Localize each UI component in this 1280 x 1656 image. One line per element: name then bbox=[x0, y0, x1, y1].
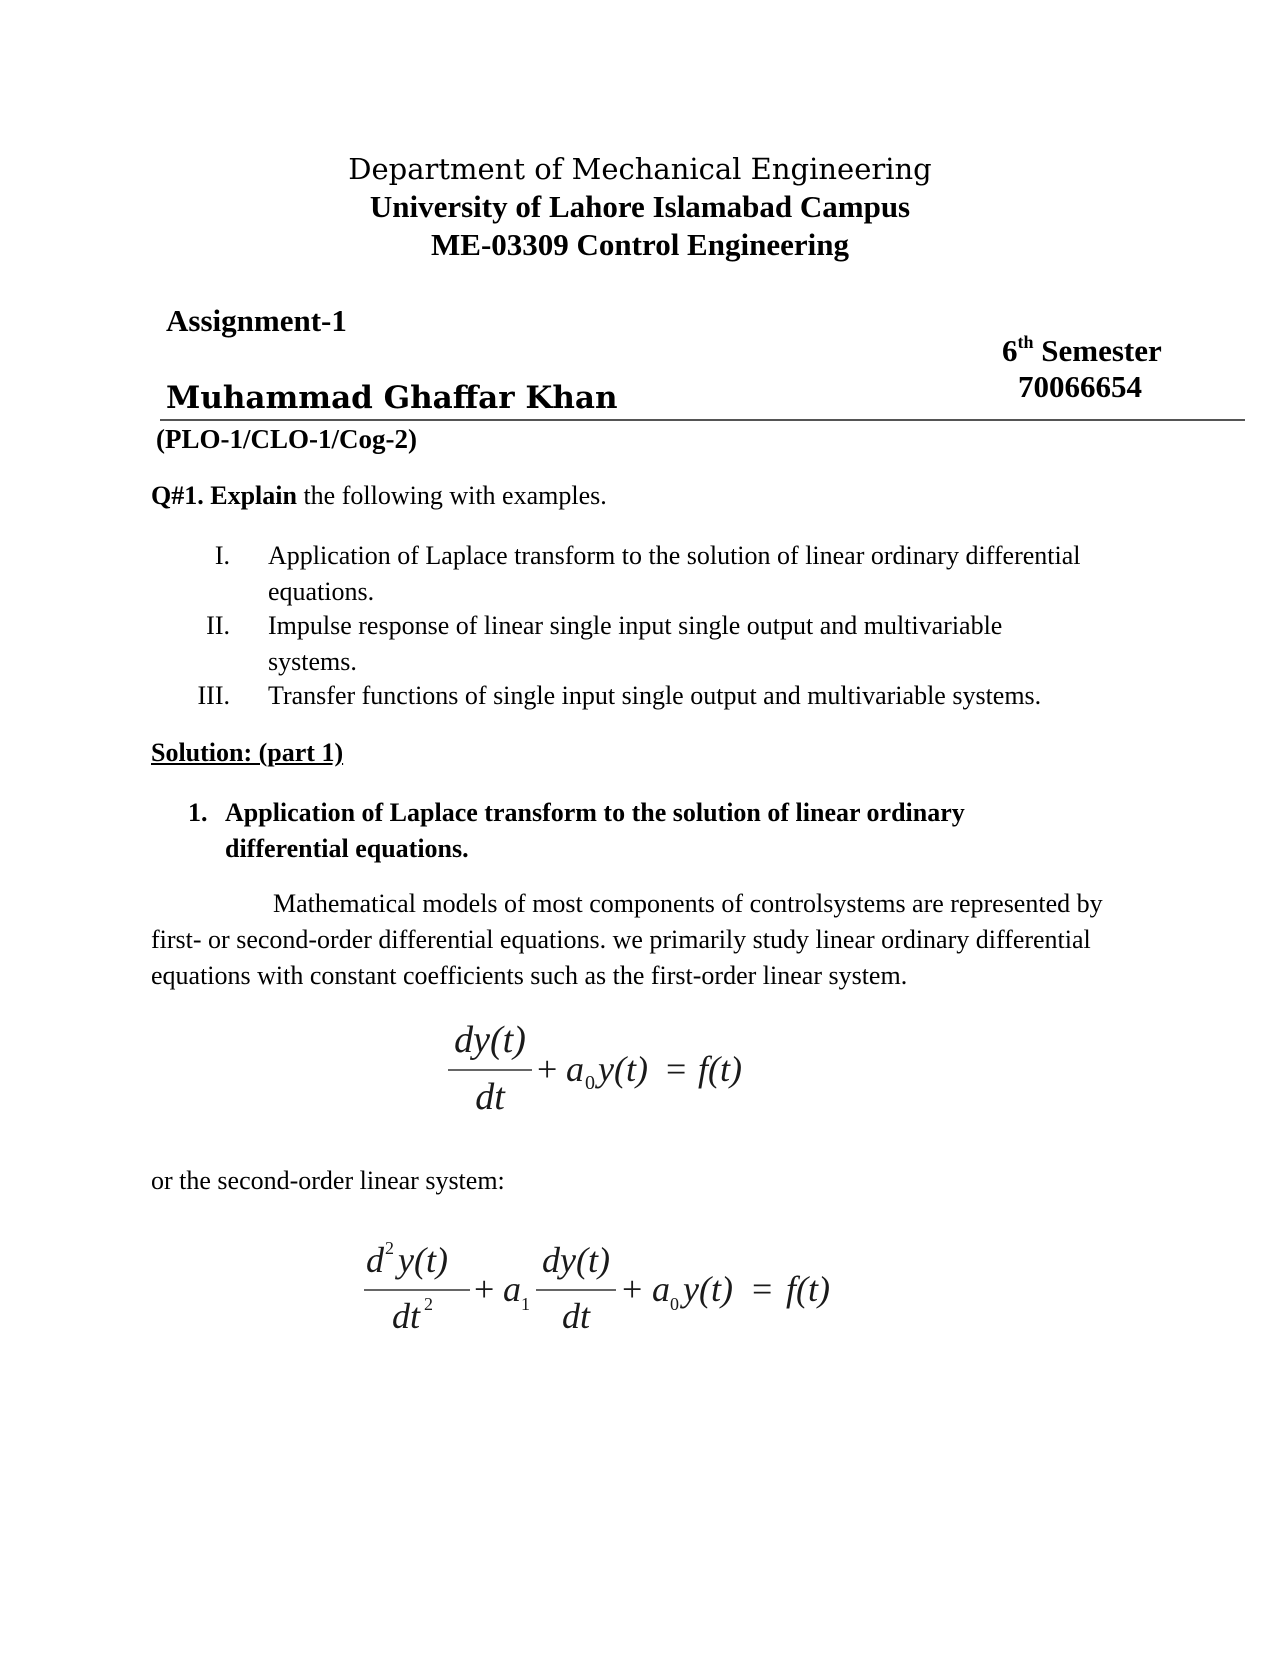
semester-suffix: th bbox=[1017, 332, 1034, 352]
department-title: Department of Mechanical Engineering bbox=[348, 152, 932, 186]
question-verb: Explain bbox=[210, 481, 297, 510]
eq1-coefficient: a bbox=[566, 1049, 584, 1089]
eq2-plus-1: + bbox=[474, 1269, 495, 1309]
eq2-d-exponent: 2 bbox=[385, 1238, 394, 1258]
semester-word: Semester bbox=[1041, 333, 1162, 368]
semester-number: 6 bbox=[1002, 333, 1018, 368]
plo-reference: (PLO-1/CLO-1/Cog-2) bbox=[156, 424, 417, 454]
eq2-numerator-1: y(t) bbox=[398, 1240, 448, 1280]
list-item-number: II. bbox=[206, 611, 230, 640]
eq1-coefficient-subscript: 0 bbox=[585, 1072, 595, 1094]
eq1-numerator: dy(t) bbox=[454, 1019, 526, 1061]
roll-number: 70066654 bbox=[1018, 369, 1142, 404]
list-item-number: I. bbox=[214, 541, 230, 570]
eq1-denominator: dt bbox=[475, 1076, 505, 1118]
question-prefix: Q#1. bbox=[151, 481, 204, 510]
question-rest: the following with examples. bbox=[303, 481, 607, 510]
eq2-coefficient-0-subscript: 0 bbox=[670, 1294, 679, 1314]
eq2-coefficient-1: a bbox=[503, 1269, 521, 1309]
semester-label bbox=[1002, 333, 1162, 369]
list-item-number: III. bbox=[197, 681, 230, 710]
list-item-text: Transfer functions of single input single output and multivariable systems. bbox=[268, 681, 1042, 710]
eq1-plus: + bbox=[537, 1049, 558, 1089]
student-name: Muhammad Ghaffar Khan bbox=[166, 380, 618, 416]
list-item-text: Impulse response of linear single input single output and multivariable bbox=[268, 611, 1003, 640]
eq2-coefficient-1-subscript: 1 bbox=[521, 1294, 530, 1314]
question-heading bbox=[151, 481, 607, 511]
first-order-equation bbox=[0, 1012, 1280, 1122]
eq2-denominator-2: dt bbox=[561, 1296, 591, 1336]
eq2-numerator-2: dy(t) bbox=[542, 1240, 610, 1280]
eq2-denominator-1-exponent: 2 bbox=[424, 1294, 433, 1314]
second-order-intro: or the second-order linear system: bbox=[151, 1166, 505, 1195]
eq2-term: y(t) bbox=[683, 1269, 733, 1309]
second-order-equation bbox=[0, 1232, 1280, 1342]
eq1-equals: = bbox=[666, 1049, 687, 1089]
eq1-rhs: f(t) bbox=[698, 1049, 742, 1089]
eq2-d: d bbox=[366, 1240, 384, 1280]
list-item-text-cont: systems. bbox=[268, 647, 357, 676]
section-number: 1. bbox=[188, 798, 208, 827]
section-title: Application of Laplace transform to the solution of linear ordinary differential equations. bbox=[225, 798, 965, 863]
eq2-denominator-1: dt bbox=[392, 1296, 421, 1336]
header-divider bbox=[160, 419, 1245, 421]
university-title: University of Lahore Islamabad Campus bbox=[369, 189, 911, 224]
eq2-rhs: f(t) bbox=[786, 1269, 830, 1309]
eq2-plus-2: + bbox=[622, 1269, 643, 1309]
list-item-text: Application of Laplace transform to the solution of linear ordinary differential bbox=[268, 541, 1081, 570]
eq1-term: y(t) bbox=[598, 1049, 648, 1089]
eq2-coefficient-0: a bbox=[652, 1269, 670, 1309]
list-item-text-cont: equations. bbox=[268, 577, 375, 606]
solution-heading: Solution: (part 1) bbox=[151, 738, 344, 767]
course-title: ME-03309 Control Engineering bbox=[431, 227, 849, 262]
assignment-title: Assignment-1 bbox=[166, 303, 347, 338]
intro-paragraph: Mathematical models of most components of controlsystems are represented by first- or second-order differential equations. we primarily study linear ordinary differential equations with constant coefficients such as the first-order linear system. bbox=[151, 889, 1103, 990]
eq2-equals: = bbox=[752, 1269, 773, 1309]
